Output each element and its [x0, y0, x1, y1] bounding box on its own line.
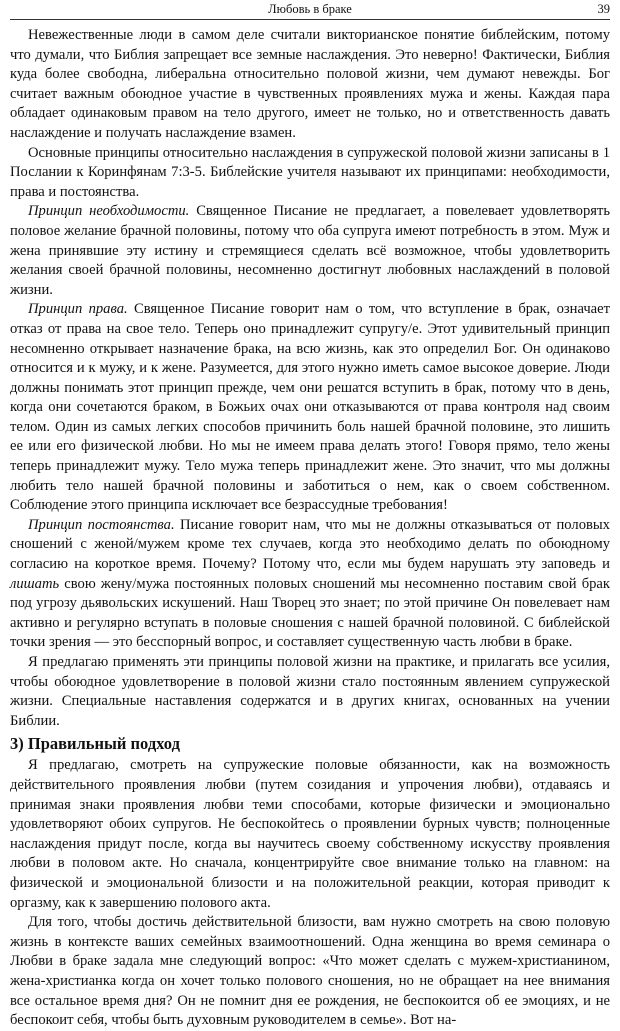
paragraph-text: свою жену/мужа постоянных половых сношений мы несомненно поставим свой брак под угрозу дьявольских искушений. Наш Творец это знает; по этой причине Он повелевает нам активно и регулярно вступать в половые сношения с нашей брачной половиной. С библейской точки зрения — это бесспорный вопрос, и составляет существенную часть любви в браке.: [10, 575, 610, 651]
principle-term: Принцип необходимости.: [28, 203, 190, 220]
page-body: [10, 26, 610, 1031]
running-title: Любовь в браке: [268, 2, 352, 16]
running-header: [10, 2, 610, 18]
page-number: 39: [597, 2, 610, 16]
paragraph: Для того, чтобы достичь действительной близости, вам нужно смотреть на свою половую жизнь в контексте ваших семейных взаимоотношений. Одна женщина во время семинара о Любви в браке задала мне следующий вопрос: «Что может сделать с мужем-христианином, жена-христианка когда он хочет только полового сношения, но не обращает на нее внимания все остальное время дня? Он не помнит дня ее рождения, не беспокоится об ее эмоциях, и не беспокоит себя, чтобы быть духовным руководителем в семье». Вот на-: [10, 914, 610, 1029]
paragraph: Основные принципы относительно наслаждения в супружеской половой жизни записаны в 1 Послании к Коринфянам 7:3-5. Библейские учителя называют их принципами: необходимости, права и постоянства.: [10, 144, 610, 200]
paragraph-text: Священное Писание говорит нам о том, что вступление в брак, означает отказ от права на свое тело. Теперь оно принадлежит супругу/е. Этот удивительный принцип несомненно открывает назначение брака, на всю жизнь, как это определил Бог. Он одинаково относится и к мужу, и к жене. Разумеется, для этого нужно иметь самое высокое доверие. Люди должны понимать этот принцип прежде, чем они решатся вступить в брак, потому что в день, когда они сочетаются браком, в Божьих очах они отказываются от права контроля над своим телом. Один из самых легких способов причинить боль нашей брачной половине, это лишить ее или его физической любви. Но мы не имеем права делать этого! Говоря прямо, тело жены теперь принадлежит мужу. Тело мужа теперь принадлежит жене. Это значит, что мы должны любить тело нашей брачной половины и заботиться о нем, как о своем собственном. Соблюдение этого принципа исключает все безрассудные требования!: [10, 301, 611, 514]
principle-term: Принцип постоянства.: [28, 516, 175, 533]
paragraph: [10, 516, 610, 653]
principle-term: Принцип права.: [28, 301, 128, 318]
paragraph: Я предлагаю применять эти принципы половой жизни на практике, и прилагать все усилия, чтобы обоюдное удовлетворение в половой жизни стало постоянным явлением супружеской жизни. Специальные наставления содержатся и в других книгах, основанных на учении Библии.: [10, 654, 610, 729]
paragraph: Я предлагаю, смотреть на супружеские половые обязанности, как на возможность действительного проявления любви (путем созидания и упрочения любви), отдаваясь и принимая знаки проявления любви теми способами, которые физически и эмоционально удовлетворяют обоих супругов. Не беспокойтесь о проявлении бурных чувств; полноценные наслаждения придут после, когда вы научитесь своему собственному искусству проявления любви в половом акте. Но сначала, концентрируйте свое внимание только на главном: на физической и эмоциональной близости и на положительной реакции, которая приводит к оргазму, как к завершению полового акта.: [10, 757, 610, 911]
section-heading: 3) Правильный подход: [10, 734, 180, 754]
paragraph-text: Священное Писание не предлагает, а повелевает удовлетворять половое желание брачной половины, потому что оба супруга имеют потребность в этом. Муж и жена принявшие эту истину и стремящиеся сделать всё возможное, чтобы удовлетворить желания своей брачной половины, несомненно достигнут любовных наслаждений в половой жизни.: [10, 203, 611, 298]
paragraph: [10, 202, 610, 300]
paragraph: Невежественные люди в самом деле считали викторианское понятие библейским, потому что думали, что Библия запрещает все земные наслаждения. Это неверно! Фактически, Библия куда более свободна, либеральна относительно половой жизни, чем думают невежды. Бог считает важным обоюдное участие в чувственных проявлениях мужа и жены. Каждая пара обладает одинаковым правом на тело другого, имеет не только, но и ответственность давать наслаждение и получать наслаждение взамен.: [10, 27, 610, 141]
paragraph-text: Писание говорит нам, что мы не должны отказываться от половых сношений с женой/мужем кроме тех случаев, когда это необходимо делать по обоюдному согласию на короткое время. Почему? Потому что, если мы будем нарушать эту заповедь и: [10, 516, 610, 573]
header-divider: [10, 19, 610, 20]
paragraph: [10, 300, 610, 516]
emphasis: лишать: [10, 575, 60, 592]
